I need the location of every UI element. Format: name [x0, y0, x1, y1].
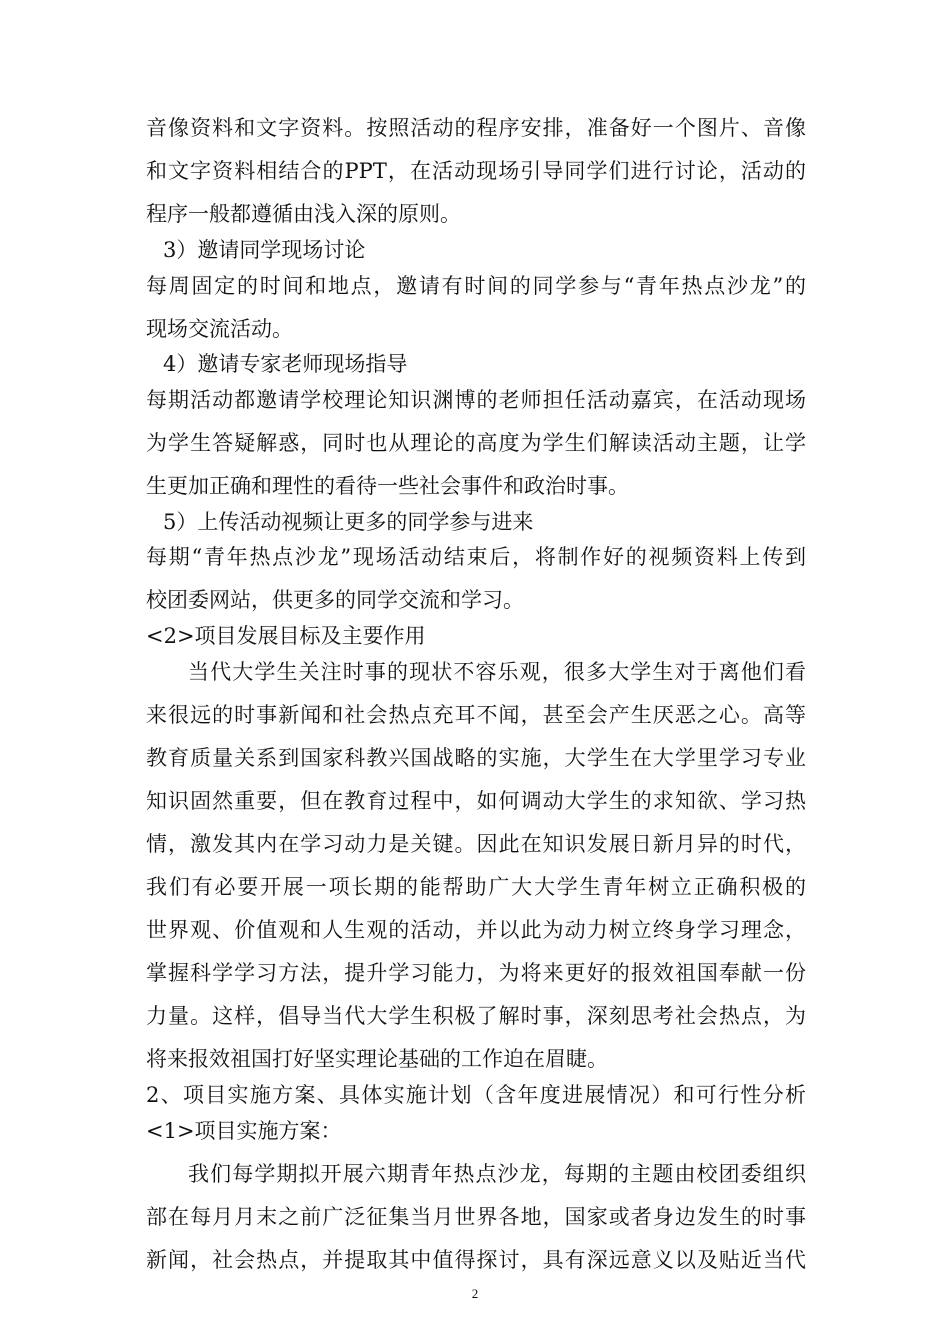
section-heading: <2>项目发展目标及主要作用	[146, 624, 426, 648]
text-line: 当代大学生关注时事的现状不容乐观，很多大学生对于离他们看	[188, 660, 806, 684]
text-line: 音像资料和文字资料。按照活动的程序安排，准备好一个图片、音像	[146, 116, 806, 140]
text-line: 生更加正确和理性的看待一些社会事件和政治时事。	[146, 474, 629, 498]
text-line: 新闻，社会热点，并提取其中值得探讨，具有深远意义以及贴近当代	[146, 1248, 806, 1272]
list-item-heading: 3）邀请同学现场讨论	[163, 238, 366, 262]
text-line: 将来报效祖国打好坚实理论基础的工作迫在眉睫。	[146, 1047, 608, 1071]
text-line: 来很远的时事新闻和社会热点充耳不闻，甚至会产生厌恶之心。高等	[146, 703, 806, 727]
text-line: 为学生答疑解惑，同时也从理论的高度为学生们解读活动主题，让学	[146, 431, 806, 455]
text-line: 每期“青年热点沙龙”现场活动结束后，将制作好的视频资料上传到	[146, 545, 806, 569]
list-item-heading: 5）上传活动视频让更多的同学参与进来	[163, 510, 534, 534]
section-heading: 2、项目实施方案、具体实施计划（含年度进展情况）和可行性分析	[146, 1083, 806, 1107]
text-line: 和文字资料相结合的PPT，在活动现场引导同学们进行讨论，活动的	[146, 159, 806, 183]
text-line: 每期活动都邀请学校理论知识渊博的老师担任活动嘉宾，在活动现场	[146, 388, 806, 412]
text-line: 掌握科学学习方法，提升学习能力，为将来更好的报效祖国奉献一份	[146, 961, 806, 985]
page-number: 2	[471, 1286, 479, 1301]
text-line: 现场交流活动。	[146, 317, 293, 341]
text-line: 部在每月月末之前广泛征集当月世界各地，国家或者身边发生的时事	[146, 1205, 806, 1229]
list-item-heading: 4）邀请专家老师现场指导	[163, 352, 408, 376]
text-line: 每周固定的时间和地点，邀请有时间的同学参与“青年热点沙龙”的	[146, 274, 806, 298]
text-line: 校团委网站，供更多的同学交流和学习。	[146, 588, 524, 612]
text-line: 我们每学期拟开展六期青年热点沙龙，每期的主题由校团委组织	[188, 1162, 806, 1186]
text-line: 世界观、价值观和人生观的活动，并以此为动力树立终身学习理念，	[146, 918, 806, 942]
text-line: 力量。这样，倡导当代大学生积极了解时事，深刻思考社会热点，为	[146, 1004, 806, 1028]
text-line: 情，激发其内在学习动力是关键。因此在知识发展日新月异的时代，	[146, 832, 806, 856]
text-line: 我们有必要开展一项长期的能帮助广大大学生青年树立正确积极的	[146, 875, 806, 899]
text-line: 知识固然重要，但在教育过程中，如何调动大学生的求知欲、学习热	[146, 789, 806, 813]
text-line: 程序一般都遵循由浅入深的原则。	[146, 202, 461, 226]
text-line: 教育质量关系到国家科教兴国战略的实施，大学生在大学里学习专业	[146, 746, 806, 770]
section-heading: <1>项目实施方案：	[146, 1119, 342, 1143]
